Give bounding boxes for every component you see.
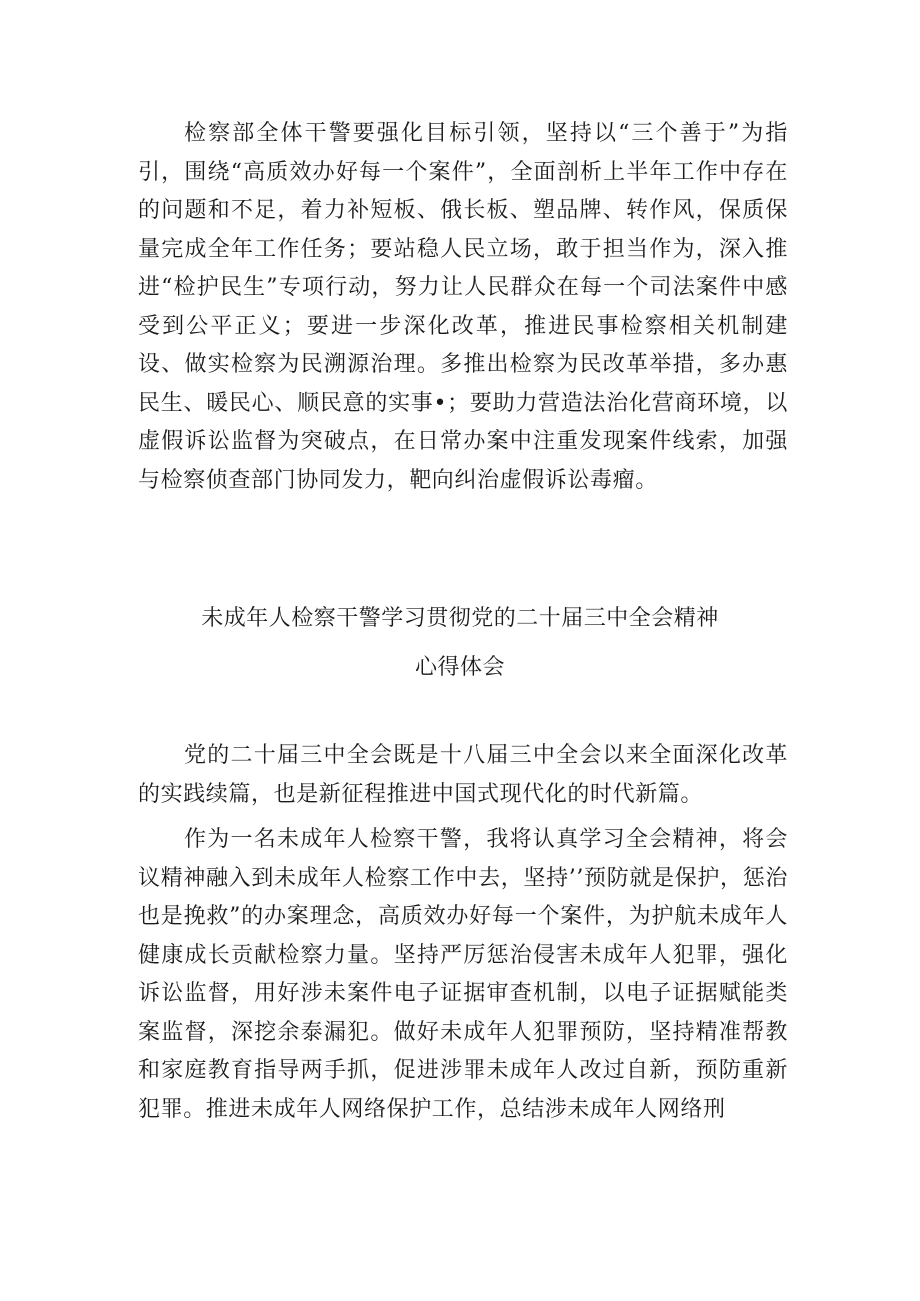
paragraph-plenum-intro: 党的二十届三中全会既是十八届三中全会以来全面深化改革的实践续篇，也是新征程推进中国式现代化的时代新篇。: [138, 743, 788, 807]
section-title-line-2: 心得体会: [414, 655, 505, 680]
paragraph-work-requirements: 检察部全体干警要强化目标引领，坚持以“三个善于”为指引，围绕“高质效办好每一个案件”，全面剖析上半年工作中存在的问题和不足，着力补短板、俄长板、塑品牌、转作风，保质保量完成全年工作任务；要站稳人民立场，敢于担当作为，深入推进“检护民生”专项行动，努力让人民群众在每一个司法案件中感受到公平正义；要进一步深化改革，推进民事检察相关机制建设、做实检察为民溯源治理。多推出检察为民改革举措，多办惠民生、暖民心、顺民意的实事•；要助力营造法治化营商环境，以虚假诉讼监督为突破点，在日常办案中注重发现案件线索，加强与检察侦查部门协同发力，靶向纠治虚假诉讼毒瘤。: [138, 121, 788, 493]
section-title-line-1: 未成年人检察干警学习贯彻党的二十届三中全会精神: [201, 606, 719, 631]
paragraph-juvenile-prosecution: 作为一名未成年人检察干警，我将认真学习全会精神，将会议精神融入到未成年人检察工作中去，坚持’’预防就是保护，惩治也是挽救”的办案理念，高质效办好每一个案件，为护航未成年人健康成长贡献检察力量。坚持严厉惩治侵害未成年人犯罪，强化诉讼监督，用好涉未案件电子证据审查机制，以电子证据赋能类案监督，深挖余泰漏犯。做好未成年人犯罪预防，坚持精准帮教和家庭教育指导两手抓，促进涉罪未成年人改过自新，预防重新犯罪。推进未成年人网络保护工作，总结涉未成年人网络刑: [138, 827, 788, 1122]
